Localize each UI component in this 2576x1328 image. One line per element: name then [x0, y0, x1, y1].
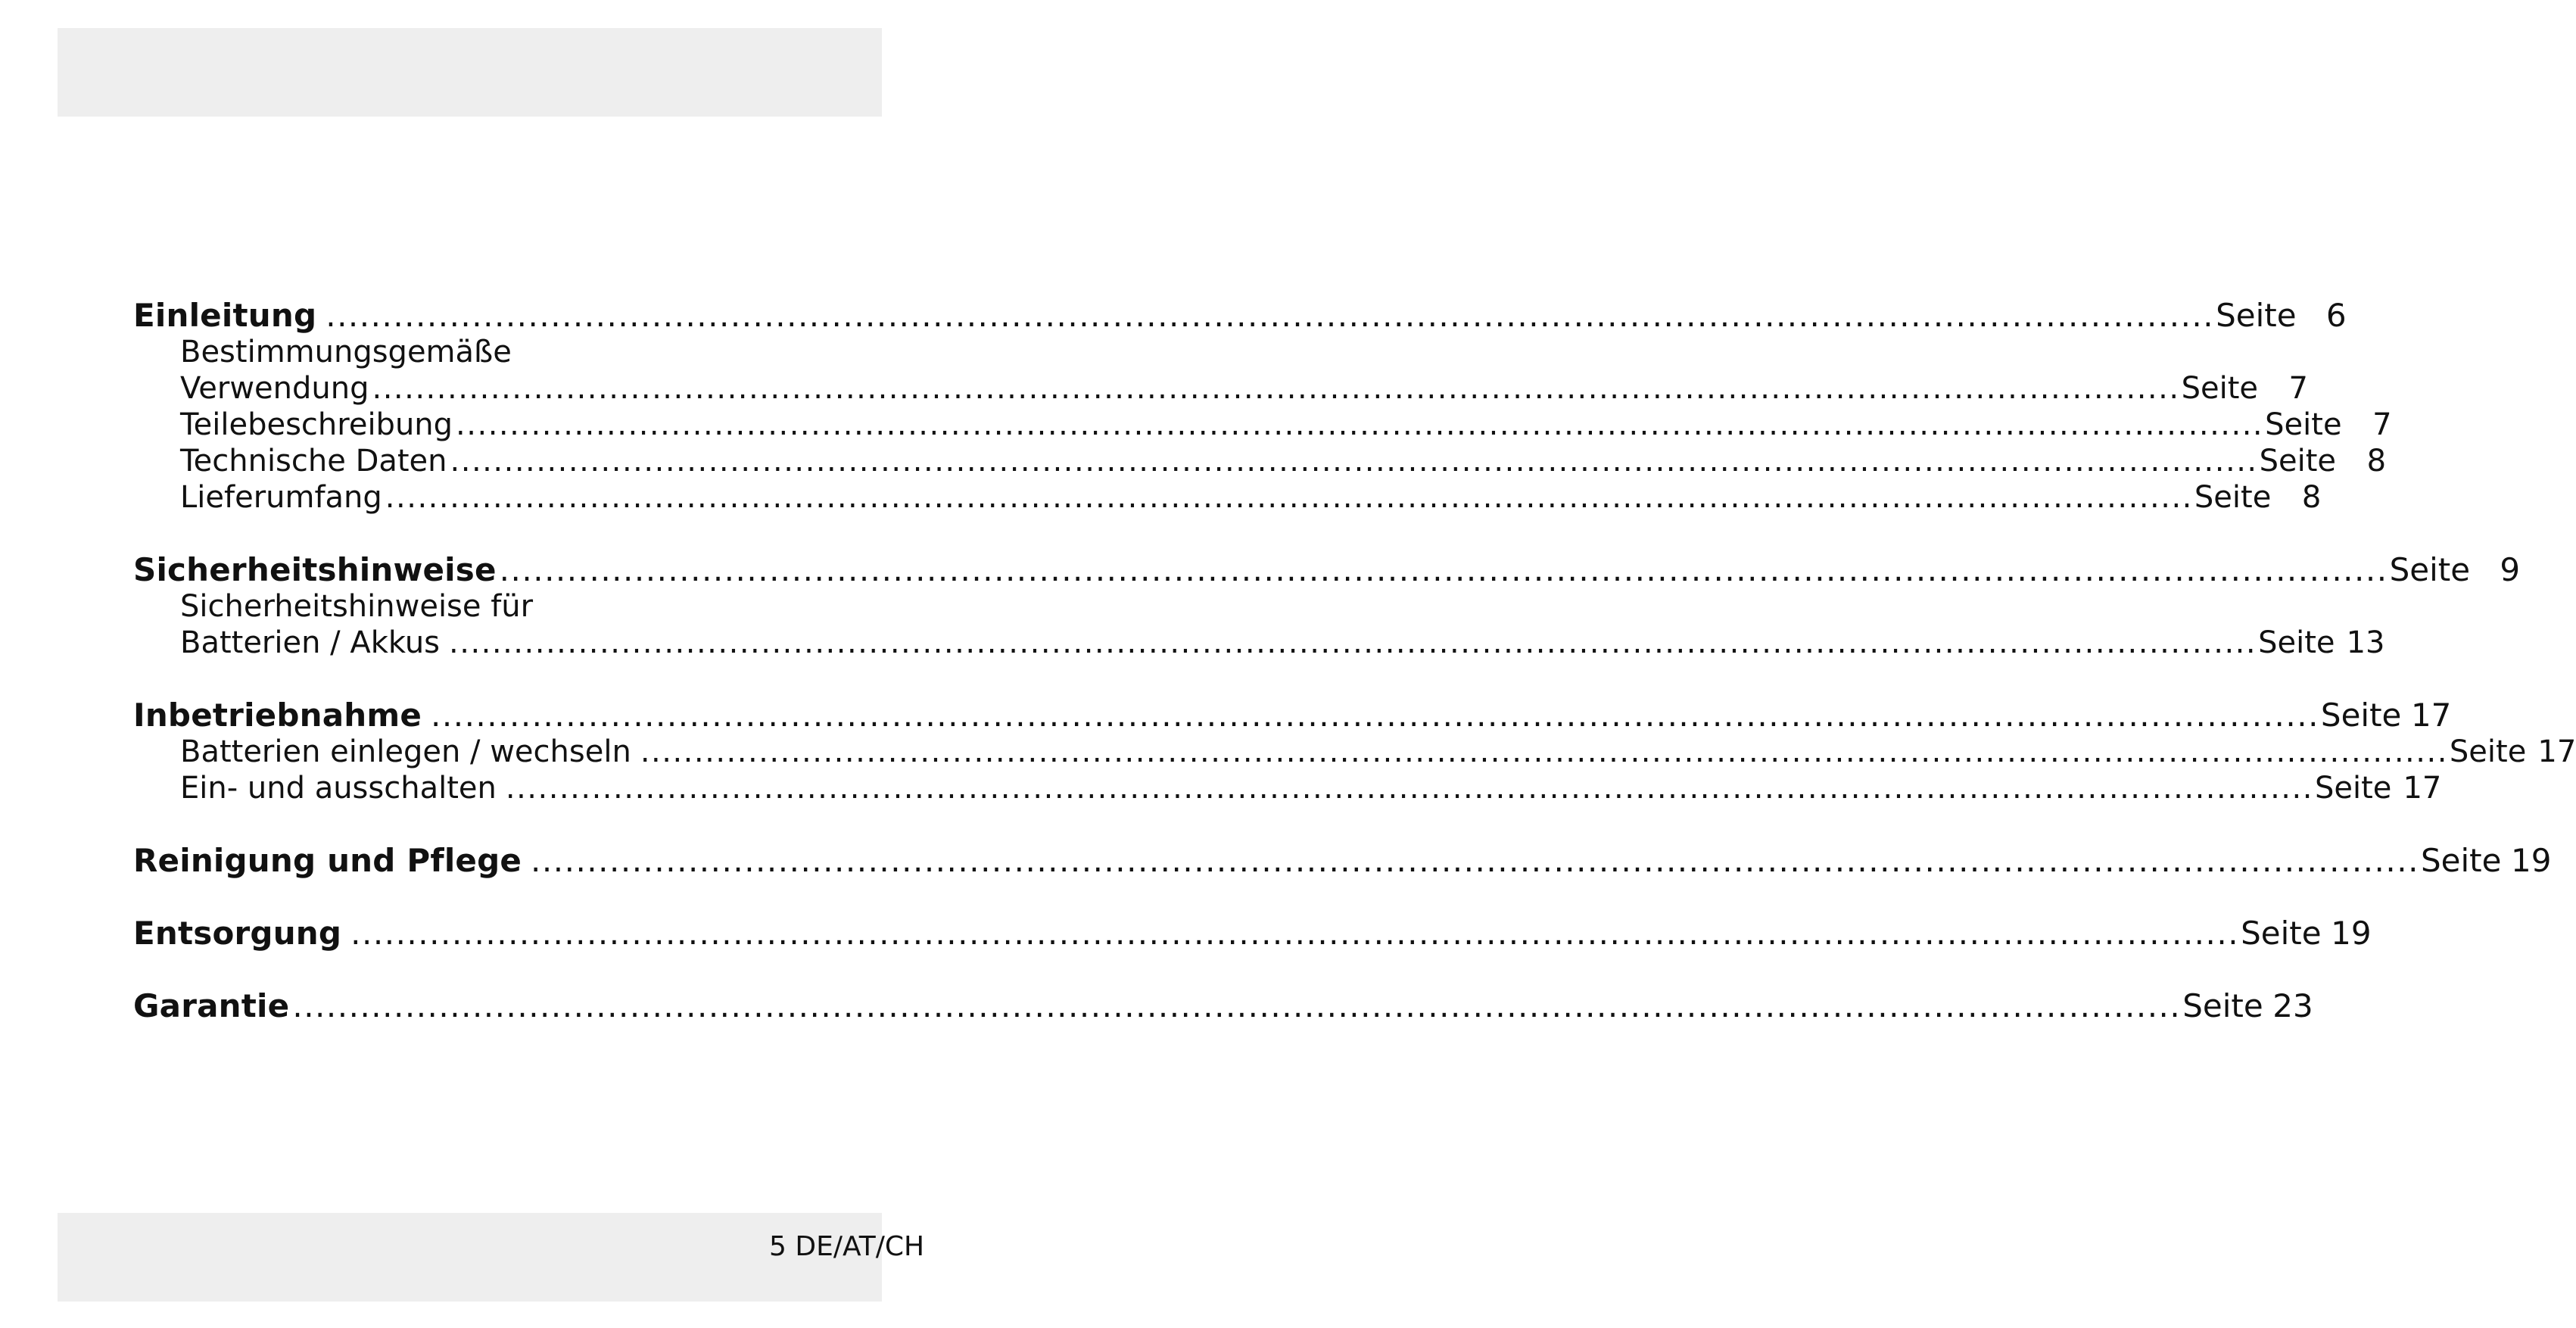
- toc-page-ref: [2194, 479, 2321, 516]
- toc-leader-dots: ........................................................................................................................................................................: [449, 625, 2257, 660]
- seite-label: Seite: [2314, 771, 2392, 806]
- toc-page-ref: [2260, 443, 2386, 479]
- toc-page-number: 7: [2372, 407, 2392, 442]
- toc-page-ref: [2265, 407, 2391, 443]
- toc-page-ref: [2182, 988, 2313, 1024]
- section-spacer: [133, 806, 804, 843]
- toc-leader-dots: ........................................................................................................................................................................: [431, 697, 2319, 734]
- toc-page-number: 23: [2272, 987, 2313, 1024]
- toc-subentry-title-line: [133, 334, 804, 370]
- toc-page-ref: [2390, 552, 2520, 588]
- toc-subentry-batterien-akkus[interactable]: [133, 625, 2385, 661]
- toc-page-ref: [2216, 298, 2346, 334]
- toc-section-title: Inbetriebnahme: [133, 697, 422, 734]
- toc-section-title: Garantie: [133, 987, 290, 1024]
- toc-subentry-teilebeschreibung[interactable]: [133, 407, 2392, 443]
- seite-label: Seite: [2420, 842, 2502, 879]
- toc-section-title: Sicherheitshinweise: [133, 551, 497, 588]
- toc-leader-dots: ........................................................................................................................................................................: [499, 551, 2388, 588]
- toc-subentry-title: Verwendung: [180, 371, 369, 406]
- toc-subentry-title: Technische Daten: [180, 444, 447, 479]
- seite-label: Seite: [2181, 371, 2258, 406]
- footer-band: [58, 1213, 925, 1302]
- toc-page-ref: [2450, 734, 2576, 770]
- toc-entry-reinigung-und-pflege[interactable]: [133, 842, 2552, 879]
- toc-subentry-technische-daten[interactable]: [133, 443, 2387, 479]
- toc-entry-garantie[interactable]: [133, 987, 2313, 1024]
- toc-subentry-lieferumfang[interactable]: [133, 479, 2322, 516]
- toc-page-number: 13: [2346, 625, 2385, 660]
- seite-label: Seite: [2216, 297, 2297, 334]
- toc-page-number: 6: [2325, 297, 2347, 334]
- seite-label: Seite: [2320, 697, 2402, 734]
- toc-page-number: 9: [2500, 551, 2521, 588]
- toc-subentry-title-first-line: Sicherheitshinweise für: [180, 589, 534, 624]
- toc-page-ref: [2421, 843, 2551, 879]
- toc-page-ref: [2182, 370, 2308, 407]
- toc-page-number: 19: [2510, 842, 2552, 879]
- toc-leader-dots: ........................................................................................................................................................................: [385, 480, 2193, 515]
- seite-label: Seite: [2265, 407, 2342, 442]
- toc-subentry-title: Ein- und ausschalten: [180, 771, 497, 806]
- toc-subentry-ein-und-ausschalten[interactable]: [133, 770, 2442, 806]
- seite-label: Seite: [2389, 551, 2471, 588]
- toc-leader-dots: ........................................................................................................................................................................: [372, 371, 2180, 406]
- section-spacer: [133, 952, 804, 988]
- toc-entry-entsorgung[interactable]: [133, 915, 2372, 952]
- page-number-label: 5 DE/AT/CH: [769, 1231, 925, 1262]
- seite-label: Seite: [2182, 987, 2263, 1024]
- section-spacer: [133, 516, 804, 552]
- toc-leader-dots: ........................................................................................................................................................................: [450, 444, 2258, 479]
- toc-section-title: Einleitung: [133, 297, 317, 334]
- toc-leader-dots: ........................................................................................................................................................................: [456, 407, 2264, 442]
- toc-leader-dots: ........................................................................................................................................................................: [326, 297, 2215, 334]
- toc-subentry-batterien-einlegen[interactable]: [133, 734, 2576, 770]
- toc-page-number: 17: [2403, 771, 2442, 806]
- toc-subentry-title-line: [133, 588, 804, 625]
- toc-subentry-title-first-line: Bestimmungsgemäße: [180, 335, 512, 369]
- toc-page-number: 17: [2537, 734, 2576, 769]
- toc-page-ref: [2258, 625, 2384, 661]
- toc-subentry-title: Batterien einlegen / wechseln: [180, 734, 631, 769]
- toc-subentry-title: Teilebeschreibung: [180, 407, 453, 442]
- seite-label: Seite: [2241, 915, 2322, 952]
- toc-page-ref: [2315, 770, 2441, 806]
- toc-leader-dots: ........................................................................................................................................................................: [350, 915, 2240, 952]
- toc-page-number: 7: [2288, 371, 2308, 406]
- toc-entry-inbetriebnahme[interactable]: [133, 697, 2452, 734]
- section-spacer: [133, 661, 804, 697]
- table-of-contents: [133, 297, 2576, 1024]
- seite-label: Seite: [2449, 734, 2527, 769]
- toc-page-number: 8: [2301, 480, 2322, 515]
- toc-page-number: 19: [2331, 915, 2372, 952]
- seite-label: Seite: [2194, 480, 2272, 515]
- toc-entry-sicherheitshinweise[interactable]: [133, 551, 2521, 588]
- toc-page-ref: [2321, 697, 2451, 734]
- seite-label: Seite: [2259, 444, 2337, 479]
- seite-label: Seite: [2258, 625, 2335, 660]
- header-band: [58, 28, 882, 117]
- toc-page-ref: [2241, 915, 2371, 952]
- toc-entry-einleitung[interactable]: [133, 297, 2347, 334]
- section-spacer: [133, 879, 804, 915]
- toc-subentry-verwendung[interactable]: [133, 370, 2308, 407]
- toc-subentry-title: Batterien / Akkus: [180, 625, 441, 660]
- toc-page-number: 8: [2366, 444, 2387, 479]
- toc-leader-dots: ........................................................................................................................................................................: [292, 987, 2182, 1024]
- toc-page-number: 17: [2410, 697, 2452, 734]
- toc-subentry-title: Lieferumfang: [180, 480, 382, 515]
- toc-section-title: Entsorgung: [133, 915, 342, 952]
- toc-leader-dots: ........................................................................................................................................................................: [531, 842, 2419, 879]
- toc-leader-dots: ........................................................................................................................................................................: [505, 771, 2313, 806]
- toc-section-title: Reinigung und Pflege: [133, 842, 522, 879]
- toc-leader-dots: ........................................................................................................................................................................: [640, 734, 2448, 769]
